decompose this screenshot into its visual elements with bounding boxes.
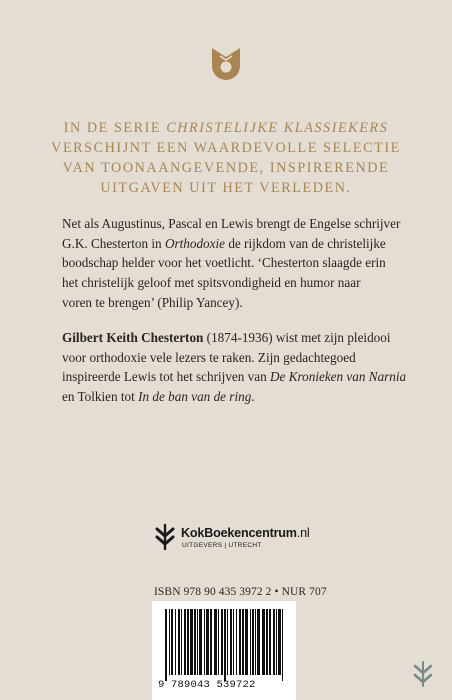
bio-line: Gilbert Keith Chesterton (1874-1936) wist met zijn pleidooi (62, 330, 391, 345)
series-line-4: UITGAVEN UIT HET VERLEDEN. (100, 180, 352, 196)
barcode-bar (252, 609, 254, 675)
publisher-mark-icon (154, 523, 176, 551)
author-bio-paragraph (62, 328, 407, 407)
barcode-bar (257, 609, 260, 675)
description-line: G.K. Chesterton in Orthodoxie de rijkdom van de christelijke (62, 235, 386, 251)
series-line-1: IN DE SERIE CHRISTELIJKE KLASSIEKERS (63, 120, 389, 136)
bio-line: inspireerde Lewis tot het schrijven van De Kronieken van Narnia (62, 369, 407, 385)
barcode-bar (199, 609, 202, 675)
barcode-bar (181, 609, 182, 675)
ring-title: In de ban van de ring (138, 389, 252, 405)
bio-line: voor orthodoxie vele lezers te raken. Zijn gedachtegoed (62, 349, 356, 365)
barcode-bar (178, 609, 180, 675)
barcode-bar (204, 609, 205, 675)
description-line: boodschap helder voor het voetlicht. ‘Chesterton slaagde erin (62, 255, 386, 271)
series-line-3: VAN TOONAANGEVENDE, INSPIRERENDE (62, 160, 390, 176)
barcode-bar (197, 609, 198, 675)
barcode-bar (175, 609, 176, 675)
barcode-bar (224, 609, 226, 681)
barcode-bar (262, 609, 265, 675)
narnia-title: De Kronieken van Narnia (270, 369, 407, 385)
barcode-number: 9 789043 539722 (158, 679, 256, 691)
series-line-2: VERSCHIJNT EEN WAARDEVOLLE SELECTIE (51, 140, 401, 156)
publisher-logo (154, 523, 334, 557)
barcode-bar (278, 609, 281, 675)
barcode-bar (190, 609, 193, 675)
barcode (152, 601, 296, 700)
barcode-bar (239, 609, 241, 675)
barcode-bar (269, 609, 271, 675)
barcode-bar (210, 609, 212, 675)
publisher-name: KokBoekencentrum.nl (181, 526, 310, 540)
series-logo-icon (210, 46, 242, 82)
bio-line: en Tolkien tot In de ban van de ring. (62, 389, 255, 405)
barcode-bar (214, 609, 217, 675)
barcode-bar (236, 609, 237, 675)
barcode-bar (194, 609, 196, 675)
description-line: voren te brengen’ (Philip Yancey). (62, 294, 243, 310)
barcode-bar (169, 609, 170, 675)
barcode-bar (184, 609, 186, 675)
barcode-bar (165, 609, 167, 681)
barcode-bar (230, 609, 232, 675)
publisher-subtitle: UITGEVERS | UTRECHT (182, 542, 262, 549)
description-line: Net als Augustinus, Pascal en Lewis brengt de Engelse schrijver (62, 216, 401, 231)
barcode-bar (221, 609, 223, 675)
book-title: Orthodoxie (164, 235, 226, 251)
author-name: Gilbert Keith Chesterton (62, 330, 204, 345)
barcode-bar (206, 609, 209, 675)
barcode-bars (165, 609, 285, 681)
series-blurb (40, 118, 412, 198)
barcode-bar (233, 609, 234, 675)
barcode-bar (250, 609, 251, 675)
barcode-bar (171, 609, 173, 675)
barcode-bar (245, 609, 248, 675)
barcode-bar (255, 609, 256, 675)
series-name: CHRISTELIJKE KLASSIEKERS (166, 120, 389, 136)
barcode-bar (227, 609, 228, 675)
isbn-nur-line: ISBN 978 90 435 3972 2 • NUR 707 (154, 586, 327, 598)
barcode-bar (273, 609, 275, 675)
barcode-bar (218, 609, 219, 675)
barcode-bar (276, 609, 277, 675)
description-line: het christelijk geloof met spitsvondigheid en humor naar (62, 275, 361, 291)
barcode-bar (242, 609, 244, 675)
corner-publisher-icon (412, 660, 434, 688)
barcode-bar (266, 609, 268, 675)
description-paragraph (62, 214, 401, 313)
barcode-bar (282, 609, 283, 681)
barcode-bar (187, 609, 189, 675)
